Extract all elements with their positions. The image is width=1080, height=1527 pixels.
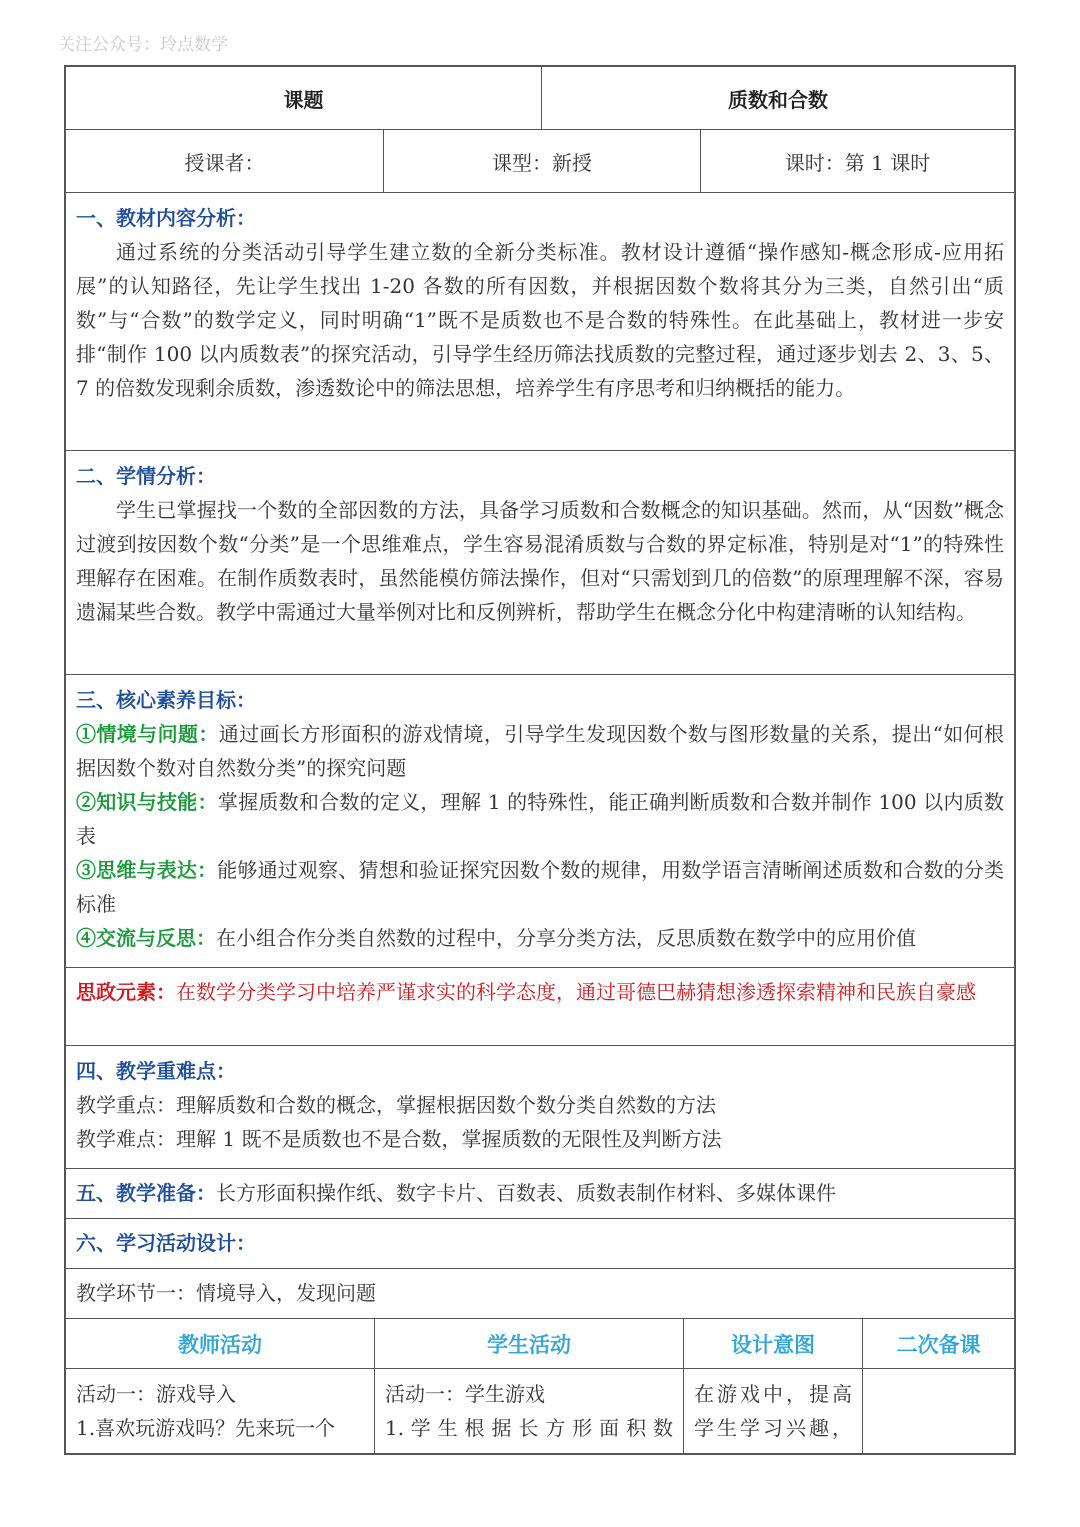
section-title: 五、教学准备： (76, 1181, 216, 1205)
student-activity-cell (374, 1369, 683, 1453)
ideology-content: 在数学分类学习中培养严谨求实的科学态度，通过哥德巴赫猜想渗透探索精神和民族自豪感 (176, 980, 976, 1004)
section-student-analysis (66, 451, 1014, 675)
teacher-line: 1.喜欢玩游戏吗？先来玩一个 (76, 1416, 336, 1440)
teacher-line: 活动一：游戏导入 (76, 1382, 236, 1406)
header-design-intent: 设计意图 (683, 1319, 862, 1368)
goal-label: ③思维与表达： (76, 858, 218, 882)
ideology-text (76, 978, 1004, 1006)
stage-title: 教学环节一：情境导入，发现问题 (76, 1281, 376, 1305)
section-title: 三、核心素养目标： (76, 688, 256, 712)
teacher-cell: 授课者： (184, 150, 265, 175)
goal-label: ④交流与反思： (76, 926, 216, 950)
section-activity-design (66, 1219, 1014, 1269)
period-cell: 课时：第 1 课时 (700, 130, 1014, 192)
topic-row (66, 67, 1014, 130)
difficult-point: 教学难点：理解 1 既不是质数也不是合数，掌握质数的无限性及判断方法 (76, 1127, 722, 1151)
student-line: 1. 学 生 根 据 长 方 形 面 积 数 (385, 1416, 673, 1440)
goal-text: 通过画长方形面积的游戏情境，引导学生发现因数个数与图形数量的关系，提出“如何根据因数个数对自然数分类”的探究问题 (76, 722, 1004, 780)
goal-label: ①情境与问题： (76, 722, 219, 746)
goal-text: 掌握质数和合数的定义，理解 1 的特殊性，能正确判断质数和合数并制作 100 以内质数表 (76, 790, 1005, 848)
header-second-prep: 二次备课 (862, 1319, 1014, 1368)
goal-label: ②知识与技能： (76, 790, 218, 814)
goal-text: 能够通过观察、猜想和验证探究因数个数的规律，用数学语言清晰阐述质数和合数的分类标准 (76, 858, 1005, 916)
activity-header-row (66, 1319, 1014, 1369)
section-ideology (66, 968, 1014, 1046)
goal-item (76, 853, 1004, 921)
student-line: 活动一：学生游戏 (385, 1382, 545, 1406)
intent-line: 学生学习兴趣， (694, 1416, 852, 1440)
intent-line: 在游戏中，提高 (694, 1382, 852, 1406)
section-title: 一、教材内容分析： (76, 206, 256, 230)
section-key-points (66, 1046, 1014, 1169)
header-student-activity: 学生活动 (374, 1319, 683, 1368)
key-point: 教学重点：理解质数和合数的概念，掌握根据因数个数分类自然数的方法 (76, 1093, 716, 1117)
goal-item (76, 717, 1004, 785)
topic-label: 课题 (283, 87, 324, 112)
topic-value: 质数和合数 (541, 67, 1014, 129)
goal-item (76, 785, 1004, 853)
second-prep-cell (862, 1369, 1014, 1453)
lesson-plan-table (64, 65, 1016, 1455)
info-row (66, 130, 1014, 193)
section-title: 二、学情分析： (76, 464, 216, 488)
ideology-label: 思政元素： (76, 980, 176, 1004)
preparation-line (76, 1176, 1004, 1210)
preparation-text: 长方形面积操作纸、数字卡片、百数表、质数表制作材料、多媒体课件 (216, 1181, 836, 1205)
header-teacher-activity: 教师活动 (178, 1331, 262, 1357)
teacher-activity-cell (66, 1369, 374, 1453)
section-body: 学生已掌握找一个数的全部因数的方法，具备学习质数和合数概念的知识基础。然而，从“因数”概念过渡到按因数个数“分类”是一个思维难点，学生容易混淆质数与合数的界定标准，特别是对“1”的特殊性理解存在困难。在制作质数表时，虽然能模仿筛法操作，但对“只需划到几的倍数”的原理理解不深，容易遗漏某些合数。教学中需通过大量举例对比和反例辨析，帮助学生在概念分化中构建清晰的认知结构。 (76, 498, 1004, 624)
stage-row (66, 1269, 1014, 1319)
activity-body-row (66, 1369, 1014, 1453)
section-preparation (66, 1169, 1014, 1219)
watermark: 关注公众号：玲点数学 (58, 35, 228, 55)
section-body: 通过系统的分类活动引导学生建立数的全新分类标准。教材设计遵循“操作感知-概念形成-应用拓展”的认知路径，先让学生找出 1-20 各数的所有因数，并根据因数个数将其分为三类，自然引出“质数”与“合数”的数学定义，同时明确“1”既不是质数也不是合数的特殊性。在此基础上，教材进一步安排“制作 100 以内质数表”的探究活动，引导学生经历筛法找质数的完整过程，通过逐步划去 2、3、5、7 的倍数发现剩余质数，渗透数论中的筛法思想，培养学生有序思考和归纳概括的能力。 (76, 240, 1004, 400)
type-cell: 课型：新授 (383, 130, 700, 192)
section-title: 四、教学重难点： (76, 1059, 236, 1083)
design-intent-cell (683, 1369, 862, 1453)
section-title: 六、学习活动设计： (76, 1231, 256, 1255)
section-textbook-analysis (66, 193, 1014, 451)
section-core-goals (66, 675, 1014, 968)
goal-text: 在小组合作分类自然数的过程中，分享分类方法，反思质数在数学中的应用价值 (216, 926, 916, 950)
goal-item (76, 921, 1004, 955)
